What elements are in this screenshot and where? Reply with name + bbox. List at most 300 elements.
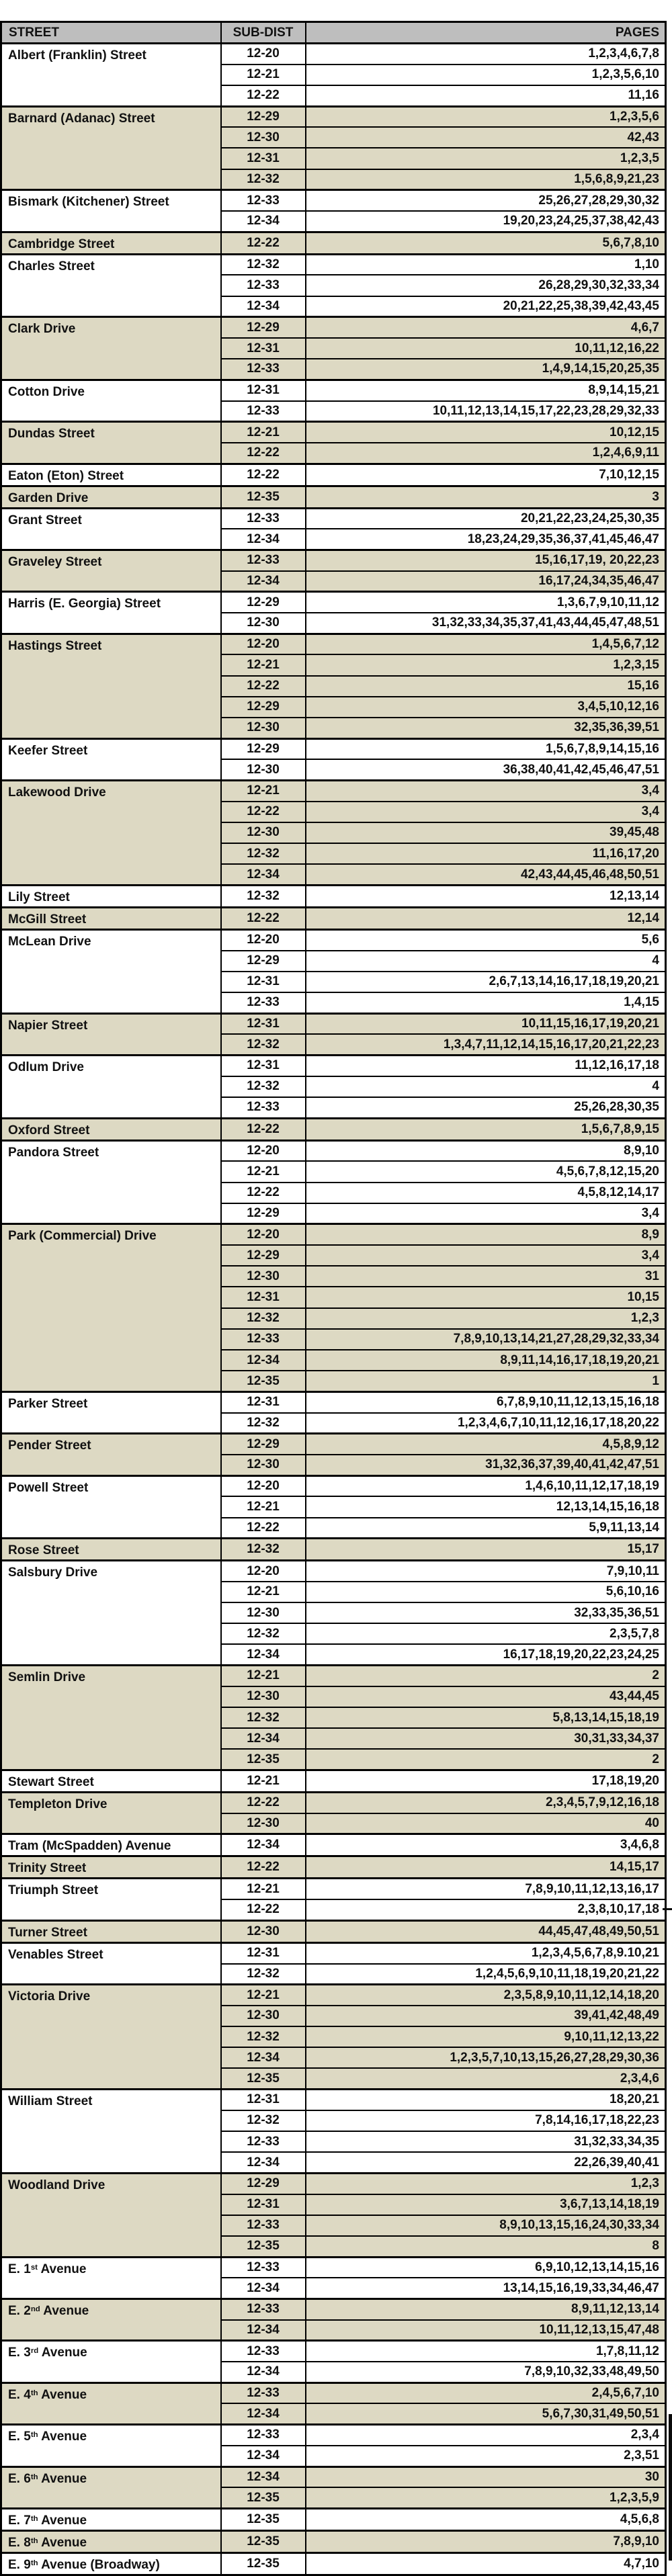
street-name-cell: McGill Street [1,907,221,929]
sub-dist-cell: 12-34 [221,2403,306,2424]
sub-dist-cell: 12-32 [221,885,306,907]
sub-dist-cell: 12-30 [221,759,306,780]
pages-cell: 2,6,7,13,14,16,17,18,19,20,21 [306,972,666,992]
sub-dist-cell: 12-31 [221,1287,306,1307]
street-name-cell: Park (Commercial) Drive [1,1224,221,1392]
pages-cell: 2 [306,1749,666,1770]
sub-dist-cell: 12-30 [221,1686,306,1707]
pages-cell: 1,2,3 [306,1308,666,1329]
table-row [1,907,666,929]
table-row [1,1013,666,1034]
pages-cell: 8,9,11,12,13,14 [306,2299,666,2320]
street-name-cell: Cambridge Street [1,232,221,254]
pages-cell: 3,4,6,8 [306,1834,666,1856]
street-name-cell: Grant Street [1,508,221,550]
sub-dist-cell: 12-35 [221,2068,306,2089]
sub-dist-cell: 12-31 [221,1056,306,1076]
street-name-cell: E. 2nd Avenue [1,2299,221,2341]
table-row [1,1834,666,1856]
table-row [1,1856,666,1879]
sub-dist-cell: 12-20 [221,634,306,654]
sub-dist-cell: 12-34 [221,2278,306,2299]
pages-cell: 43,44,45 [306,1686,666,1707]
pages-cell: 2,3,51 [306,2446,666,2466]
table-row [1,1561,666,1582]
sub-dist-cell: 12-31 [221,1013,306,1034]
sub-dist-cell: 12-31 [221,148,306,169]
column-header-pages: PAGES [306,22,666,44]
table-row [1,1770,666,1793]
sub-dist-cell: 12-35 [221,1371,306,1391]
table-row [1,508,666,529]
pages-cell: 4,7,10 [306,2552,666,2575]
street-name-cell: E. 7th Avenue [1,2508,221,2530]
pages-cell: 5,6,7,30,31,49,50,51 [306,2403,666,2424]
table-row [1,1539,666,1561]
street-name-cell: Stewart Street [1,1770,221,1793]
sub-dist-cell: 12-34 [221,1644,306,1665]
street-name-cell: Trinity Street [1,1856,221,1879]
sub-dist-cell: 12-21 [221,65,306,85]
pages-cell: 1,2,4,5,6,9,10,11,18,19,20,21,22 [306,1964,666,1985]
pages-cell: 3,6,7,13,14,18,19 [306,2194,666,2215]
sub-dist-cell: 12-21 [221,1496,306,1517]
sub-dist-cell: 12-30 [221,1455,306,1475]
sub-dist-cell: 12-29 [221,1434,306,1455]
sub-dist-cell: 12-30 [221,1602,306,1623]
sub-dist-cell: 12-32 [221,1034,306,1055]
street-name-cell: Rose Street [1,1539,221,1561]
street-name-cell: Napier Street [1,1013,221,1055]
sub-dist-cell: 12-21 [221,422,306,443]
street-name-cell: Oxford Street [1,1118,221,1140]
sub-dist-cell: 12-32 [221,1539,306,1561]
sub-dist-cell: 12-22 [221,1118,306,1140]
table-row [1,592,666,613]
sub-dist-cell: 12-34 [221,2152,306,2173]
pages-cell: 1,2,3,5 [306,148,666,169]
pages-cell: 1,2,3,4,5,6,7,8,9.10,21 [306,1942,666,1963]
street-name-cell: Keefer Street [1,738,221,780]
street-name-cell: Hastings Street [1,634,221,738]
sub-dist-cell: 12-33 [221,508,306,529]
pages-cell: 1,2,3,4,6,7,8 [306,44,666,65]
sub-dist-cell: 12-30 [221,1813,306,1834]
sub-dist-cell: 12-30 [221,822,306,843]
table-row [1,106,666,127]
pages-cell: 8 [306,2236,666,2257]
pages-cell: 18,20,21 [306,2090,666,2110]
pages-cell: 8,9,11,14,16,17,18,19,20,21 [306,1350,666,1371]
sub-dist-cell: 12-22 [221,464,306,486]
pages-cell: 1 [306,1371,666,1391]
pages-cell: 10,12,15 [306,422,666,443]
pages-cell: 20,21,22,25,38,39,42,43,45 [306,296,666,317]
sub-dist-cell: 12-33 [221,190,306,211]
sub-dist-cell: 12-22 [221,443,306,464]
table-row [1,232,666,254]
pages-cell: 3,4,5,10,12,16 [306,697,666,718]
sub-dist-cell: 12-34 [221,2320,306,2341]
pages-cell: 31,32,36,37,39,40,41,42,47,51 [306,1455,666,1475]
pages-cell: 10,11,12,13,14,15,17,22,23,28,29,32,33 [306,401,666,422]
pages-cell: 19,20,23,24,25,37,38,42,43 [306,211,666,232]
table-row [1,190,666,211]
sub-dist-cell: 12-33 [221,992,306,1013]
street-name-cell: E. 6th Avenue [1,2466,221,2508]
sub-dist-cell: 12-33 [221,2131,306,2152]
sub-dist-cell: 12-31 [221,1942,306,1963]
street-name-cell: E. 3rd Avenue [1,2341,221,2382]
pages-cell: 1,5,6,7,8,9,15 [306,1118,666,1140]
table-row [1,1985,666,2006]
street-index-table [0,21,667,2576]
pages-cell: 20,21,22,23,24,25,30,35 [306,508,666,529]
table-row [1,486,666,508]
pages-cell: 1,4,9,14,15,20,25,35 [306,359,666,380]
sub-dist-cell: 12-33 [221,359,306,380]
table-row [1,885,666,907]
street-name-cell: Templeton Drive [1,1793,221,1834]
header-row [1,22,666,44]
table-row [1,2508,666,2530]
table-row [1,2173,666,2194]
table-row [1,634,666,654]
table-row [1,1224,666,1245]
pages-cell: 1,3,6,7,9,10,11,12 [306,592,666,613]
sub-dist-cell: 12-21 [221,1879,306,1899]
sub-dist-cell: 12-31 [221,2090,306,2110]
sub-dist-cell: 12-30 [221,1266,306,1287]
pages-cell: 32,33,35,36,51 [306,1602,666,1623]
sub-dist-cell: 12-35 [221,2236,306,2257]
pages-cell: 6,9,10,12,13,14,15,16 [306,2257,666,2278]
sub-dist-cell: 12-32 [221,2110,306,2131]
table-row [1,738,666,759]
pages-cell: 2,3,8,10,17,18 [306,1899,666,1920]
street-name-cell: Turner Street [1,1920,221,1942]
sub-dist-cell: 12-32 [221,169,306,190]
sub-dist-cell: 12-34 [221,2362,306,2382]
pages-cell: 2,3,4,6 [306,2068,666,2089]
pages-cell: 1,2,4,6,9,11 [306,443,666,464]
table-row [1,464,666,486]
pages-cell: 32,35,36,39,51 [306,718,666,738]
pages-cell: 4,5,6,7,8,12,15,20 [306,1161,666,1182]
pages-cell: 25,26,28,30,35 [306,1097,666,1118]
table-row [1,2466,666,2487]
sub-dist-cell: 12-35 [221,1749,306,1770]
table-row [1,2257,666,2278]
table-header [1,22,666,44]
pages-cell: 9,10,11,12,13,22 [306,2026,666,2047]
pages-cell: 5,9,11,13,14 [306,1518,666,1539]
pages-cell: 15,16,17,19, 20,22,23 [306,550,666,570]
pages-cell: 1,4,15 [306,992,666,1013]
sub-dist-cell: 12-33 [221,550,306,570]
pages-cell: 4,5,6,8 [306,2508,666,2530]
sub-dist-cell: 12-34 [221,1834,306,1856]
street-name-cell: Triumph Street [1,1879,221,1920]
street-name-cell: Albert (Franklin) Street [1,44,221,107]
sub-dist-cell: 12-20 [221,1475,306,1496]
sub-dist-cell: 12-31 [221,972,306,992]
sub-dist-cell: 12-34 [221,864,306,885]
sub-dist-cell: 12-32 [221,843,306,864]
sub-dist-cell: 12-29 [221,697,306,718]
pages-cell: 26,28,29,30,32,33,34 [306,275,666,296]
pages-cell: 10,11,15,16,17,19,20,21 [306,1013,666,1034]
sub-dist-cell: 12-22 [221,1183,306,1203]
pages-cell: 31,32,33,34,35,37,41,43,44,45,47,48,51 [306,613,666,634]
street-name-cell: Odlum Drive [1,1056,221,1119]
sub-dist-cell: 12-35 [221,2530,306,2552]
street-name-cell: William Street [1,2090,221,2174]
pages-cell: 7,8,9,10,11,12,13,16,17 [306,1879,666,1899]
pages-cell: 1,5,6,8,9,21,23 [306,169,666,190]
sub-dist-cell: 12-32 [221,1413,306,1434]
pages-cell: 8,9,14,15,21 [306,380,666,400]
pages-cell: 16,17,18,19,20,22,23,24,25 [306,1644,666,1665]
sub-dist-cell: 12-32 [221,1076,306,1097]
table-row [1,422,666,443]
table-row [1,1879,666,1899]
pages-cell: 42,43 [306,127,666,148]
pages-cell: 3 [306,486,666,508]
sub-dist-cell: 12-21 [221,1161,306,1182]
pages-cell: 2,3,4 [306,2425,666,2446]
pages-cell: 7,9,10,11 [306,1561,666,1582]
table-row [1,1475,666,1496]
street-name-cell: Lakewood Drive [1,781,221,886]
sub-dist-cell: 12-33 [221,2215,306,2236]
table-row [1,2341,666,2362]
pages-cell: 3,4 [306,1203,666,1224]
pages-cell: 25,26,27,28,29,30,32 [306,190,666,211]
table-row [1,1434,666,1455]
sub-dist-cell: 12-35 [221,2508,306,2530]
sub-dist-cell: 12-22 [221,676,306,697]
pages-cell: 1,10 [306,254,666,275]
pages-cell: 7,8,9,10,32,33,48,49,50 [306,2362,666,2382]
table-row [1,550,666,570]
table-row [1,254,666,275]
sub-dist-cell: 12-22 [221,802,306,822]
pages-cell: 12,13,14 [306,885,666,907]
pages-cell: 10,11,12,13,15,47,48 [306,2320,666,2341]
pages-cell: 1,5,6,7,8,9,14,15,16 [306,738,666,759]
pages-cell: 1,2,3 [306,2173,666,2194]
pages-cell: 18,23,24,29,35,36,37,41,45,46,47 [306,529,666,550]
pages-cell: 15,16 [306,676,666,697]
table-row [1,1793,666,1813]
pages-cell: 1,3,4,7,11,12,14,15,16,17,20,21,22,23 [306,1034,666,1055]
pages-cell: 3,4 [306,1245,666,1266]
pages-cell: 4 [306,1076,666,1097]
sub-dist-cell: 12-34 [221,211,306,232]
sub-dist-cell: 12-34 [221,2466,306,2487]
sub-dist-cell: 12-30 [221,718,306,738]
sub-dist-cell: 12-20 [221,44,306,65]
sub-dist-cell: 12-30 [221,2006,306,2026]
sub-dist-cell: 12-22 [221,1856,306,1879]
pages-cell: 2,3,5,7,8 [306,1623,666,1644]
table-row [1,2382,666,2403]
pages-cell: 7,10,12,15 [306,464,666,486]
pages-cell: 40 [306,1813,666,1834]
table-row [1,1056,666,1076]
sub-dist-cell: 12-33 [221,1097,306,1118]
scan-artifact-horizontal-tick [663,1908,672,1910]
pages-cell: 10,15 [306,1287,666,1307]
table-row [1,929,666,950]
pages-cell: 5,6,10,16 [306,1582,666,1602]
street-name-cell: E. 4th Avenue [1,2382,221,2424]
pages-cell: 1,7,8,11,12 [306,2341,666,2362]
street-name-cell: Eaton (Eton) Street [1,464,221,486]
street-name-cell: E. 5th Avenue [1,2425,221,2466]
sub-dist-cell: 12-31 [221,1391,306,1412]
pages-cell: 30 [306,2466,666,2487]
table-row [1,2552,666,2575]
sub-dist-cell: 12-21 [221,781,306,802]
pages-cell: 1,2,3,5,7,10,13,15,26,27,28,29,30,36 [306,2047,666,2068]
sub-dist-cell: 12-33 [221,2382,306,2403]
sub-dist-cell: 12-34 [221,529,306,550]
street-name-cell: Semlin Drive [1,1666,221,1770]
sub-dist-cell: 12-21 [221,1770,306,1793]
sub-dist-cell: 12-29 [221,592,306,613]
column-header-street: STREET [1,22,221,44]
street-name-cell: Bismark (Kitchener) Street [1,190,221,232]
table-row [1,1666,666,1686]
pages-cell: 44,45,47,48,49,50,51 [306,1920,666,1942]
sub-dist-cell: 12-22 [221,907,306,929]
pages-cell: 12,14 [306,907,666,929]
pages-cell: 1,2,3,5,9 [306,2487,666,2508]
pages-cell: 3,4 [306,802,666,822]
pages-cell: 1,2,3,4,6,7,10,11,12,16,17,18,20,22 [306,1413,666,1434]
street-name-cell: Cotton Drive [1,380,221,421]
sub-dist-cell: 12-29 [221,951,306,972]
pages-cell: 10,11,12,16,22 [306,338,666,359]
pages-cell: 36,38,40,41,42,45,46,47,51 [306,759,666,780]
table-row [1,2530,666,2552]
pages-cell: 7,8,14,16,17,18,22,23 [306,2110,666,2131]
sub-dist-cell: 12-33 [221,1329,306,1350]
sub-dist-cell: 12-21 [221,1666,306,1686]
table-row [1,2299,666,2320]
sub-dist-cell: 12-21 [221,654,306,675]
table-row [1,2425,666,2446]
table-row [1,1391,666,1412]
sub-dist-cell: 12-34 [221,1728,306,1749]
sub-dist-cell: 12-29 [221,738,306,759]
pages-cell: 1,4,6,10,11,12,17,18,19 [306,1475,666,1496]
sub-dist-cell: 12-29 [221,317,306,338]
pages-cell: 4,5,8,9,12 [306,1434,666,1455]
pages-cell: 2 [306,1666,666,1686]
street-name-cell: E. 1st Avenue [1,2257,221,2299]
pages-cell: 1,4,5,6,7,12 [306,634,666,654]
pages-cell: 8,9,10 [306,1140,666,1161]
street-name-cell: E. 8th Avenue [1,2530,221,2552]
sub-dist-cell: 12-20 [221,1561,306,1582]
table-body [1,44,666,2575]
street-name-cell: Harris (E. Georgia) Street [1,592,221,634]
sub-dist-cell: 12-22 [221,1518,306,1539]
street-name-cell: Victoria Drive [1,1985,221,2090]
table-row [1,44,666,65]
street-name-cell: Graveley Street [1,550,221,591]
pages-cell: 17,18,19,20 [306,1770,666,1793]
pages-cell: 7,8,9,10 [306,2530,666,2552]
sub-dist-cell: 12-32 [221,1308,306,1329]
sub-dist-cell: 12-22 [221,85,306,106]
pages-cell: 2,3,5,8,9,10,11,12,14,18,20 [306,1985,666,2006]
sub-dist-cell: 12-32 [221,1964,306,1985]
sub-dist-cell: 12-22 [221,232,306,254]
pages-cell: 31,32,33,34,35 [306,2131,666,2152]
street-name-cell: Dundas Street [1,422,221,464]
pages-cell: 8,9 [306,1224,666,1245]
sub-dist-cell: 12-20 [221,929,306,950]
pages-cell: 2,3,4,5,7,9,12,16,18 [306,1793,666,1813]
sub-dist-cell: 12-33 [221,275,306,296]
table-row [1,380,666,400]
table-row [1,1140,666,1161]
table-row [1,1942,666,1963]
sub-dist-cell: 12-20 [221,1140,306,1161]
street-name-cell: Salsbury Drive [1,1561,221,1666]
sub-dist-cell: 12-31 [221,380,306,400]
sub-dist-cell: 12-20 [221,1224,306,1245]
sub-dist-cell: 12-34 [221,1350,306,1371]
pages-cell: 16,17,24,34,35,46,47 [306,571,666,592]
pages-cell: 11,12,16,17,18 [306,1056,666,1076]
pages-cell: 15,17 [306,1539,666,1561]
sub-dist-cell: 12-32 [221,2026,306,2047]
pages-cell: 5,6,7,8,10 [306,232,666,254]
sub-dist-cell: 12-35 [221,2487,306,2508]
table-row [1,781,666,802]
pages-cell: 1,2,3,15 [306,654,666,675]
sub-dist-cell: 12-33 [221,2425,306,2446]
table-row [1,2090,666,2110]
pages-cell: 1,2,3,5,6 [306,106,666,127]
scan-artifact-right-edge-bar [669,2414,672,2561]
street-name-cell: E. 9th Avenue (Broadway) [1,2552,221,2575]
pages-cell: 14,15,17 [306,1856,666,1879]
sub-dist-cell: 12-32 [221,1623,306,1644]
pages-cell: 30,31,33,34,37 [306,1728,666,1749]
sub-dist-cell: 12-31 [221,338,306,359]
pages-cell: 39,41,42,48,49 [306,2006,666,2026]
sub-dist-cell: 12-34 [221,571,306,592]
sub-dist-cell: 12-33 [221,2341,306,2362]
street-name-cell: Lily Street [1,885,221,907]
pages-cell: 2,4,5,6,7,10 [306,2382,666,2403]
pages-cell: 11,16,17,20 [306,843,666,864]
sub-dist-cell: 12-34 [221,296,306,317]
pages-cell: 4,5,8,12,14,17 [306,1183,666,1203]
sub-dist-cell: 12-35 [221,2552,306,2575]
sub-dist-cell: 12-33 [221,2299,306,2320]
pages-cell: 1,2,3,5,6,10 [306,65,666,85]
street-name-cell: Venables Street [1,1942,221,1984]
pages-cell: 13,14,15,16,19,33,34,46,47 [306,2278,666,2299]
street-name-cell: Clark Drive [1,317,221,380]
